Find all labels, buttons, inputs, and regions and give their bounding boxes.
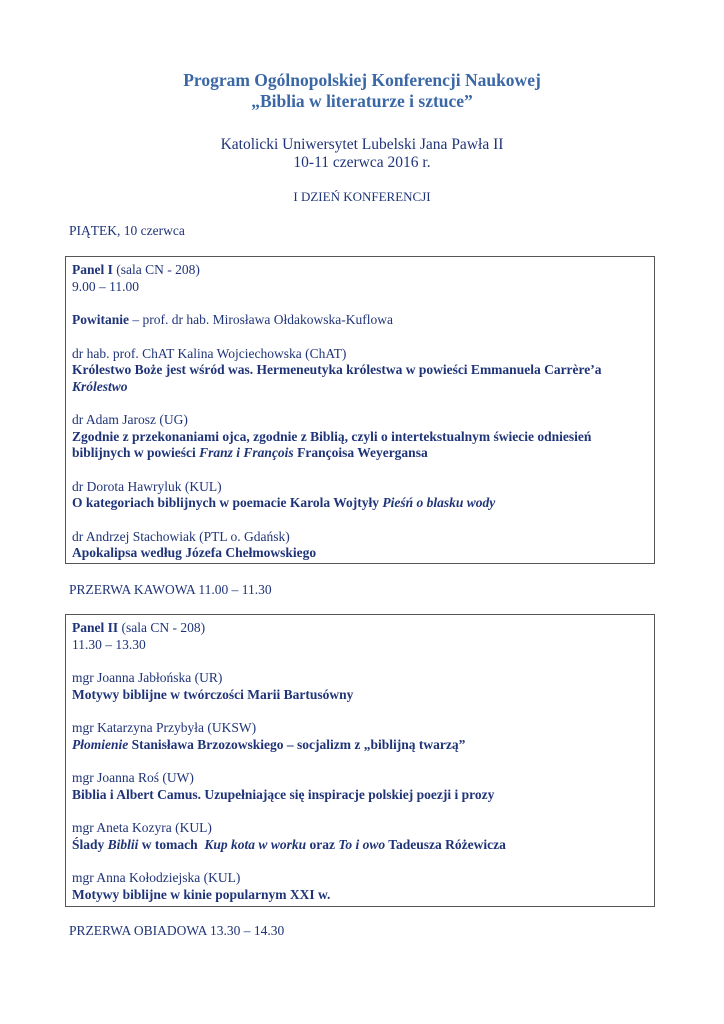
talk-speaker: dr hab. prof. ChAT Kalina Wojciechowska (ChAT) [72,345,347,361]
talk-speaker: mgr Anna Kołodziejska (KUL) [72,870,241,885]
talk-title-part: O kategoriach biblijnych w poemacie Karola Wojtyły [72,495,383,510]
talk-title-italic: Płomienie [72,736,129,752]
talk-title-part: Tadeusza Różewicza [385,836,506,852]
talk-title-part: w tomach [138,836,205,852]
talk-speaker: mgr Joanna Roś (UW) [72,770,194,785]
welcome-line [72,312,648,329]
talk-title-italic: To i owo [338,836,386,852]
talk-speaker: mgr Katarzyna Przybyła (UKSW) [72,720,257,735]
talk-title-italic: Biblii [107,836,139,852]
panel-1-time: 9.00 – 11.00 [72,278,139,294]
panel-1-name: Panel I [72,262,113,277]
talk-title: Zgodnie z przekonaniami ojca, zgodnie z Biblią, czyli o intertekstualnym świecie odniesień [72,428,592,444]
talk-title: Apokalipsa według Józefa Chełmowskiego [72,545,317,560]
talk-speaker: dr Andrzej Stachowiak (PTL o. Gdańsk) [72,528,290,544]
lunch-break: PRZERWA OBIADOWA 13.30 – 14.30 [69,923,285,938]
talk-speaker: mgr Aneta Kozyra (KUL) [72,820,212,835]
talk-title-italic: Kup kota w worku [204,836,307,852]
panel-2-room: (sala CN - 208) [118,620,206,635]
date-heading: PIĄTEK, 10 czerwca [69,223,185,238]
talk-speaker: dr Dorota Hawryluk (KUL) [72,478,222,494]
talk-title: Królestwo Boże jest wśród was. Hermeneutyka królestwa w powieści Emmanuela Carrère’a [72,362,602,377]
talk-speaker: dr Adam Jarosz (UG) [72,412,188,427]
conference-title: Program Ogólnopolskiej Konferencji Naukowej [183,70,541,90]
conference-subtitle: „Biblia w literaturze i sztuce” [251,91,473,111]
panel-1-header [72,262,648,279]
talk-title-italic: Pieśń o blasku wody [382,495,496,510]
panel-2-name: Panel II [72,620,119,635]
talk-title-part: Ślady [72,836,108,852]
talk-title-part: Stanisława Brzozowskiego – socjalizm z „biblijną twarzą” [128,736,466,752]
day-heading: I DZIEŃ KONFERENCJI [293,189,431,204]
talk-speaker: mgr Joanna Jabłońska (UR) [72,670,223,685]
panel-2-box [65,614,655,907]
talk-title [72,737,648,754]
talk-title: Motywy biblijne w twórczości Marii Bartusówny [72,686,354,702]
talk-title [72,495,648,512]
venue-name: Katolicki Uniwersytet Lubelski Jana Pawła II [220,136,504,153]
panel-1-room: (sala CN - 208) [112,262,200,277]
coffee-break: PRZERWA KAWOWA 11.00 – 11.30 [69,582,272,597]
title-block [0,70,724,112]
venue-block [0,136,724,172]
conference-dates: 10-11 czerwca 2016 r. [293,154,431,171]
panel-2-header [72,620,648,637]
talk-title-italic: Królestwo [72,378,128,394]
talk-title-italic: Franz i François [199,445,294,460]
talk-title-part: Françoisa Weyergansa [293,445,428,460]
panel-2-time: 11.30 – 13.30 [72,636,146,652]
welcome-text: – prof. dr hab. Mirosława Ołdakowska-Kuflowa [129,312,393,327]
welcome-label: Powitanie [72,312,129,327]
talk-title [72,837,648,854]
panel-1-box [65,256,655,564]
talk-title-continued [72,445,648,462]
talk-title-part: oraz [306,836,339,852]
talk-title: Biblia i Albert Camus. Uzupełniające się inspiracje polskiej poezji i prozy [72,786,495,802]
talk-title-part: biblijnych w powieści [72,445,200,460]
talk-title: Motywy biblijne w kinie popularnym XXI w. [72,886,331,902]
